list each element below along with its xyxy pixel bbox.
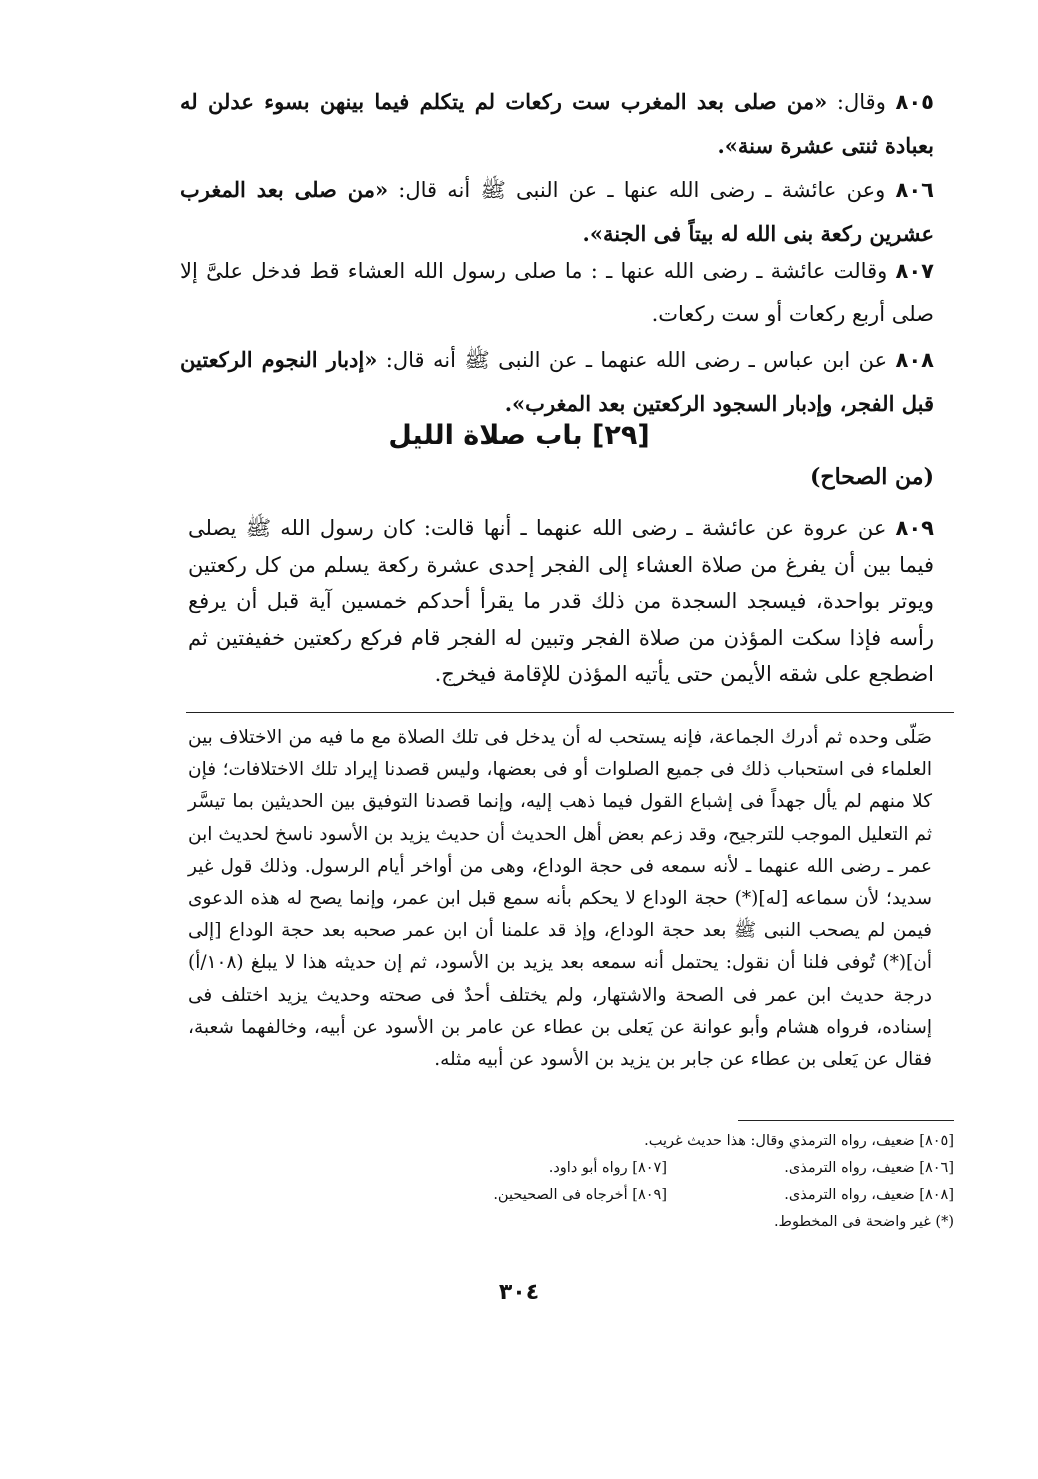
footnote-807: [٨٠٧] رواه أبو داود. [548,1160,667,1176]
hadith-text: عن عروة عن عائشة ـ رضى الله عنهما ـ أنها قالت: كان رسول الله ﷺ يصلى فيما بين أن يفرغ من صلاة العشاء إلى الفجر إحدى عشرة ركعة يسلم من كل ركعتين ويوتر بواحدة، فيسجد السجدة من ذلك قدر ما يقرأ أحدكم خمسين آية قبل أن يرفع رأسه فإذا سكت المؤذن من صلاة الفجر وتبين له الفجر قام فركع ركعتين خفيفتين ثم اضطجع على شقه الأيمن حتى يأتيه المؤذن للإقامة فيخرج. [188,516,934,686]
hadith-805 [180,80,934,168]
hadith-number: ٨٠٩ [895,516,934,540]
footnote-star: (*) غير واضحة فى المخطوط. [773,1214,954,1230]
hadith-text: «من صلى بعد المغرب عشرين ركعة بنى الله له بيتاً فى الجنة». [180,177,934,246]
footnote-divider [738,1120,954,1121]
hadith-text: «إدبار النجوم الركعتين قبل الفجر، وإدبار السجود الركعتين بعد المغرب». [180,347,934,416]
hadith-number: ٨٠٨ [895,348,934,372]
footnote-805: [٨٠٥] ضعيف، رواه الترمذي وقال: هذا حديث غريب. [644,1133,954,1149]
hadith-807 [180,250,934,336]
chapter-title: [٢٩] باب صلاة الليل [388,420,650,451]
hadith-809 [188,510,934,693]
hadith-number: ٨٠٥ [895,90,934,114]
page-number: ٣٠٤ [498,1280,540,1305]
hadith-lead: وقال: [827,90,886,114]
commentary-text: صَلّى وحده ثم أدرك الجماعة، فإنه يستحب له أن يدخل فى تلك الصلاة مع ما فيه من الاختلاف بين العلماء فى استحباب ذلك فى جميع الصلوات أو فى بعضها، وليس قصدنا إيراد تلك الاختلافات؛ فإن كلا منهم لم يأل جهداً فى إشباع القول فيما ذهب إليه، وإنما قصدنا التوفيق بين الحديثين بما تيسَّر ثم التعليل الموجب للترجيح، وقد زعم بعض أهل الحديث أن حديث يزيد بن الأسود ناسخ لحديث ابن عمر ـ رضى الله عنهما ـ لأنه سمعه فى حجة الوداع، وهى من أواخر أيام الرسول. وذلك قول غير سديد؛ لأن سماعه [له](*) حجة الوداع لا يحكم بأنه سمع قبل ابن عمر، وإنما يصح له هذه الدعوى فيمن لم يصحب النبى ﷺ بعد حجة الوداع، وإذ قد علمنا أن ابن عمر صحبه بعد حجة الوداع [إلى أن](*) تُوفى فلنا أن نقول: يحتمل أنه سمعه بعد يزيد بن الأسود، ثم إن حديثه هذا لا يبلغ (١٠٨/أ) درجة حديث ابن عمر فى الصحة والاشتهار، ولم يختلف أحدٌ فى صحته وحديث يزيد اختلف فى إسناده، فرواه هشام وأبو عوانة عن يَعلى بن عطاء عن عامر بن الأسود عن أبيه، وخالفهما شعبة، فقال عن يَعلى بن عطاء عن جابر بن يزيد بن الأسود عن أبيه مثله. [188,727,932,1071]
hadith-text: «من صلى بعد المغرب ست ركعات لم يتكلم فيما بينهن بسوء عدلن له بعبادة ثنتى عشرة سنة». [180,89,934,158]
hadith-number: ٨٠٧ [895,259,934,283]
hadith-number: ٨٠٦ [895,178,934,202]
hadith-806 [180,168,934,256]
commentary-divider [186,712,954,713]
footnote-808: [٨٠٨] ضعيف، رواه الترمذى. [784,1187,954,1203]
hadith-text: ما صلى رسول الله العشاء قط فدخل علىَّ إلا صلى أربع ركعات أو ست ركعات. [180,259,934,326]
hadith-lead: وقالت عائشة ـ رضى الله عنها ـ : [582,259,888,283]
section-subheading: (من الصحاح) [809,464,934,490]
footnotes [380,1128,954,1236]
footnote-809: [٨٠٩] أخرجاه فى الصحيحين. [493,1187,667,1203]
hadith-808 [180,338,934,426]
hadith-lead: عن ابن عباس ـ رضى الله عنهما ـ عن النبى ﷺ أنه قال: [377,348,888,372]
hadith-lead: وعن عائشة ـ رضى الله عنها ـ عن النبى ﷺ أنه قال: [388,178,886,202]
footnote-806: [٨٠٦] ضعيف، رواه الترمذى. [784,1160,954,1176]
